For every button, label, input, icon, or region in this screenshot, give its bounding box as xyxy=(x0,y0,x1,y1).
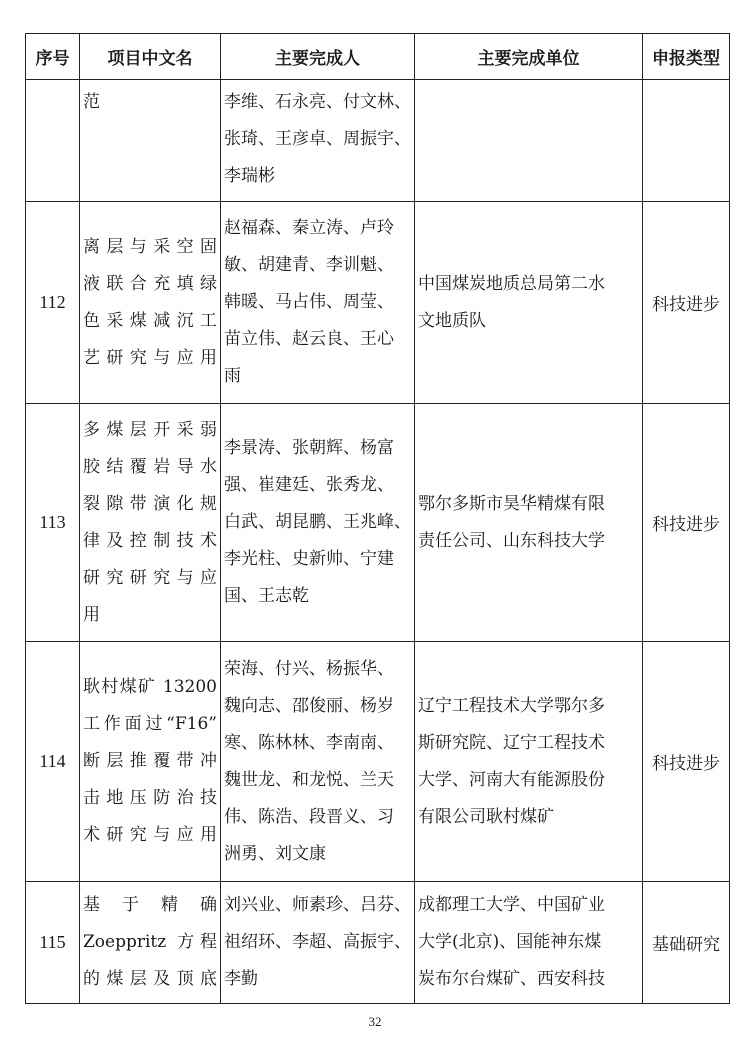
cell-main-contributors-line: 白武、胡昆鹏、王兆峰、 xyxy=(224,512,411,532)
cell-main-units-line: 成都理工大学、中国矿业 xyxy=(418,895,605,915)
cell-main-contributors-line: 李景涛、张朝辉、杨富 xyxy=(224,438,394,458)
cell-project-name-line: 胶结覆岩导水 xyxy=(83,456,217,477)
cell-main-contributors-line: 强、崔建廷、张秀龙、 xyxy=(224,475,394,495)
cell-main-units-line: 辽宁工程技术大学鄂尔多 xyxy=(418,695,605,716)
cell-project-name-line: 用 xyxy=(83,604,100,625)
cell-serial-number: 114 xyxy=(26,642,80,882)
header-main-units: 主要完成单位 xyxy=(415,34,643,80)
cell-serial-number: 112 xyxy=(26,202,80,404)
cell-project-name-line: 断层推覆带冲 xyxy=(83,751,217,771)
cell-main-contributors-line: 李光柱、史新帅、宁建 xyxy=(224,549,394,569)
table-row xyxy=(26,404,730,642)
cell-main-units xyxy=(415,202,643,404)
cell-application-type xyxy=(643,80,730,202)
awards-table xyxy=(25,33,730,1004)
cell-main-contributors-line: 国、王志乾 xyxy=(224,586,309,606)
cell-main-units xyxy=(415,882,643,1004)
cell-main-contributors xyxy=(221,404,415,642)
header-application-type: 申报类型 xyxy=(643,34,730,80)
cell-project-name-line: 术研究与应用 xyxy=(83,825,217,845)
cell-project-name-line: 范 xyxy=(83,92,100,112)
cell-project-name xyxy=(80,404,221,642)
cell-application-type: 科技进步 xyxy=(643,642,730,882)
cell-project-name-line: 击地压防治技 xyxy=(83,788,217,808)
cell-project-name-line: 液联合充填绿 xyxy=(83,273,217,294)
cell-main-contributors-line: 李勤 xyxy=(224,969,258,989)
cell-application-type: 科技进步 xyxy=(643,404,730,642)
cell-main-units-line: 有限公司耿村煤矿 xyxy=(418,806,554,827)
cell-project-name-line: 基于精确 xyxy=(83,895,217,915)
cell-main-contributors-line: 李瑞彬 xyxy=(224,166,275,186)
cell-project-name-line: 的煤层及顶底 xyxy=(83,969,217,989)
cell-main-units xyxy=(415,80,643,202)
cell-main-contributors-line: 寒、陈林林、李南南、 xyxy=(224,732,394,753)
cell-project-name-line: 裂隙带演化规 xyxy=(83,493,217,514)
cell-main-contributors-line: 伟、陈浩、段晋义、习 xyxy=(224,806,394,827)
cell-main-contributors-line: 雨 xyxy=(224,366,241,386)
cell-main-contributors-line: 李维、石永亮、付文林、 xyxy=(224,92,411,112)
cell-main-contributors xyxy=(221,80,415,202)
cell-main-contributors-line: 祖绍环、李超、高振宇、 xyxy=(224,932,411,952)
cell-main-contributors-line: 韩暖、马占伟、周莹、 xyxy=(224,292,394,312)
cell-main-units xyxy=(415,404,643,642)
cell-project-name-line: 色采煤减沉工 xyxy=(83,310,217,331)
cell-project-name-line: 艺研究与应用 xyxy=(83,347,217,368)
table-row xyxy=(26,202,730,404)
cell-main-units-line: 中国煤炭地质总局第二水 xyxy=(418,273,605,294)
cell-project-name xyxy=(80,642,221,882)
cell-main-contributors xyxy=(221,882,415,1004)
cell-serial-number: 113 xyxy=(26,404,80,642)
cell-main-contributors-line: 赵福森、秦立涛、卢玲 xyxy=(224,218,394,238)
cell-main-contributors-line: 张琦、王彦卓、周振宇、 xyxy=(224,129,411,149)
table-header-row xyxy=(26,34,730,80)
cell-main-contributors-line: 敏、胡建青、李训魁、 xyxy=(224,255,394,275)
header-serial-number: 序号 xyxy=(26,34,80,80)
cell-serial-number: 115 xyxy=(26,882,80,1004)
cell-main-contributors-line: 刘兴业、师素珍、吕芬、 xyxy=(224,895,411,915)
cell-project-name-line: 工作面过“F16” xyxy=(83,714,217,734)
cell-main-contributors-line: 洲勇、刘文康 xyxy=(224,843,326,864)
cell-application-type: 科技进步 xyxy=(643,202,730,404)
cell-project-name xyxy=(80,882,221,1004)
table-row xyxy=(26,80,730,202)
cell-main-contributors-line: 魏向志、邵俊丽、杨岁 xyxy=(224,695,394,716)
page-number: 32 xyxy=(368,1014,382,1029)
cell-project-name-line: 研究研究与应 xyxy=(83,567,217,588)
cell-main-units-line: 大学、河南大有能源股份 xyxy=(418,769,605,790)
cell-main-contributors xyxy=(221,202,415,404)
cell-project-name xyxy=(80,202,221,404)
cell-main-units xyxy=(415,642,643,882)
cell-main-units-line: 斯研究院、辽宁工程技术 xyxy=(418,732,605,753)
cell-main-units-line: 鄂尔多斯市昊华精煤有限 xyxy=(418,493,605,514)
cell-project-name-line: Zoeppritz 方程 xyxy=(83,932,217,952)
cell-project-name xyxy=(80,80,221,202)
cell-main-contributors-line: 魏世龙、和龙悦、兰天 xyxy=(224,769,394,790)
cell-application-type: 基础研究 xyxy=(643,882,730,1004)
cell-main-units-line: 文地质队 xyxy=(418,310,486,331)
cell-project-name-line: 离层与采空固 xyxy=(83,236,217,257)
table-row xyxy=(26,642,730,882)
cell-main-units-line: 炭布尔台煤矿、西安科技 xyxy=(418,969,605,989)
cell-main-units-line: 责任公司、山东科技大学 xyxy=(418,530,605,551)
cell-main-contributors-line: 苗立伟、赵云良、王心 xyxy=(224,329,394,349)
cell-project-name-line: 多煤层开采弱 xyxy=(83,419,217,440)
cell-main-contributors xyxy=(221,642,415,882)
table-row xyxy=(26,882,730,1004)
cell-main-contributors-line: 荣海、付兴、杨振华、 xyxy=(224,658,394,679)
cell-main-units-line: 大学(北京)、国能神东煤 xyxy=(418,932,602,952)
header-project-name: 项目中文名 xyxy=(80,34,221,80)
header-main-contributors: 主要完成人 xyxy=(221,34,415,80)
cell-project-name-line: 律及控制技术 xyxy=(83,530,217,551)
cell-project-name-line: 耿村煤矿 13200 xyxy=(83,677,217,697)
cell-serial-number xyxy=(26,80,80,202)
